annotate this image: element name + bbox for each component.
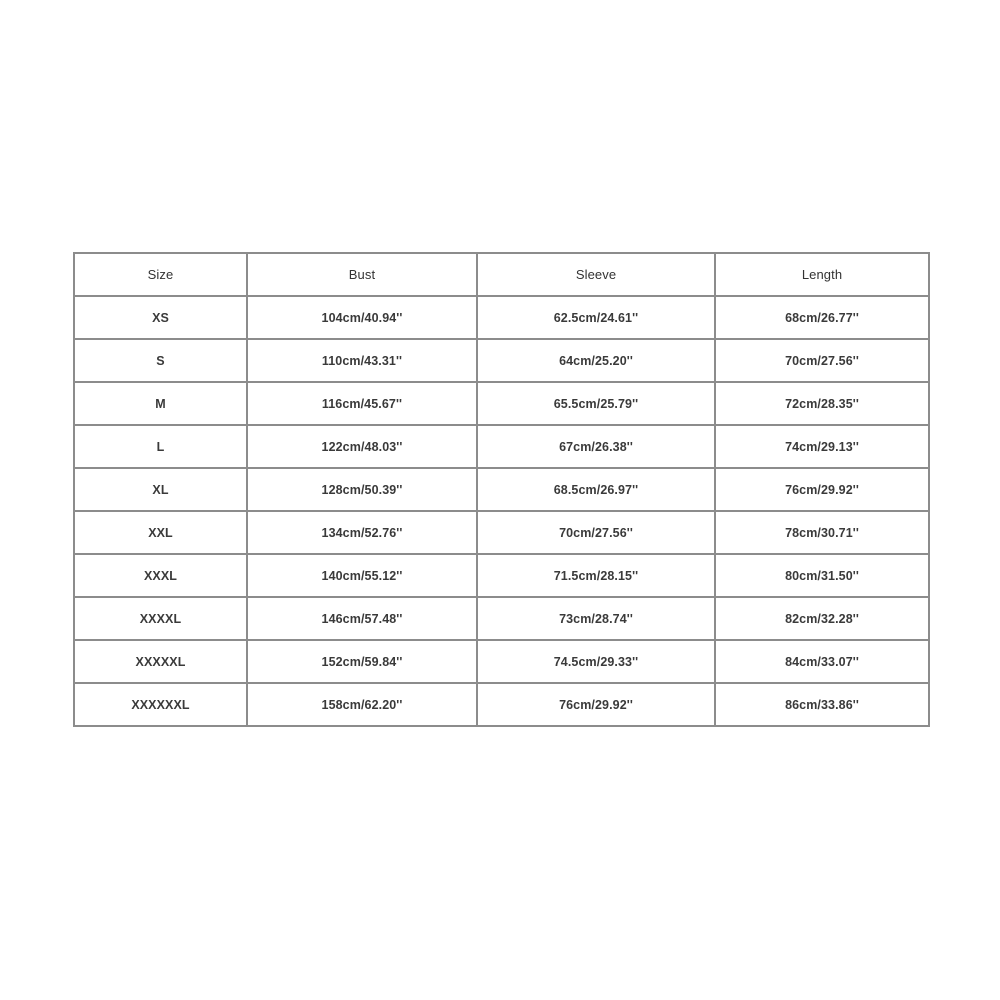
header-bust: Bust xyxy=(247,253,477,296)
cell-length: 76cm/29.92'' xyxy=(715,468,929,511)
cell-size: XXXL xyxy=(74,554,247,597)
cell-bust: 134cm/52.76'' xyxy=(247,511,477,554)
cell-size: XL xyxy=(74,468,247,511)
cell-sleeve: 76cm/29.92'' xyxy=(477,683,715,726)
cell-length: 68cm/26.77'' xyxy=(715,296,929,339)
cell-sleeve: 64cm/25.20'' xyxy=(477,339,715,382)
header-length: Length xyxy=(715,253,929,296)
header-sleeve: Sleeve xyxy=(477,253,715,296)
header-size: Size xyxy=(74,253,247,296)
table-row xyxy=(74,468,929,511)
table-header-row xyxy=(74,253,929,296)
table-row xyxy=(74,640,929,683)
table-row xyxy=(74,296,929,339)
cell-length: 84cm/33.07'' xyxy=(715,640,929,683)
cell-size: M xyxy=(74,382,247,425)
cell-bust: 104cm/40.94'' xyxy=(247,296,477,339)
cell-length: 74cm/29.13'' xyxy=(715,425,929,468)
cell-size: XS xyxy=(74,296,247,339)
cell-length: 70cm/27.56'' xyxy=(715,339,929,382)
cell-length: 86cm/33.86'' xyxy=(715,683,929,726)
cell-size: L xyxy=(74,425,247,468)
cell-sleeve: 65.5cm/25.79'' xyxy=(477,382,715,425)
cell-size: XXXXXXL xyxy=(74,683,247,726)
cell-length: 82cm/32.28'' xyxy=(715,597,929,640)
cell-bust: 158cm/62.20'' xyxy=(247,683,477,726)
cell-sleeve: 67cm/26.38'' xyxy=(477,425,715,468)
table-row xyxy=(74,425,929,468)
cell-bust: 128cm/50.39'' xyxy=(247,468,477,511)
cell-sleeve: 74.5cm/29.33'' xyxy=(477,640,715,683)
cell-bust: 146cm/57.48'' xyxy=(247,597,477,640)
cell-bust: 116cm/45.67'' xyxy=(247,382,477,425)
table-row xyxy=(74,382,929,425)
table-row xyxy=(74,511,929,554)
size-chart-table xyxy=(73,252,930,727)
cell-sleeve: 68.5cm/26.97'' xyxy=(477,468,715,511)
cell-length: 72cm/28.35'' xyxy=(715,382,929,425)
cell-bust: 110cm/43.31'' xyxy=(247,339,477,382)
cell-size: XXL xyxy=(74,511,247,554)
cell-bust: 140cm/55.12'' xyxy=(247,554,477,597)
cell-size: XXXXXL xyxy=(74,640,247,683)
cell-sleeve: 62.5cm/24.61'' xyxy=(477,296,715,339)
cell-length: 80cm/31.50'' xyxy=(715,554,929,597)
cell-sleeve: 70cm/27.56'' xyxy=(477,511,715,554)
cell-size: S xyxy=(74,339,247,382)
cell-size: XXXXL xyxy=(74,597,247,640)
table-row xyxy=(74,683,929,726)
cell-length: 78cm/30.71'' xyxy=(715,511,929,554)
table-row xyxy=(74,597,929,640)
cell-bust: 122cm/48.03'' xyxy=(247,425,477,468)
cell-bust: 152cm/59.84'' xyxy=(247,640,477,683)
cell-sleeve: 73cm/28.74'' xyxy=(477,597,715,640)
table-row xyxy=(74,339,929,382)
table-row xyxy=(74,554,929,597)
cell-sleeve: 71.5cm/28.15'' xyxy=(477,554,715,597)
